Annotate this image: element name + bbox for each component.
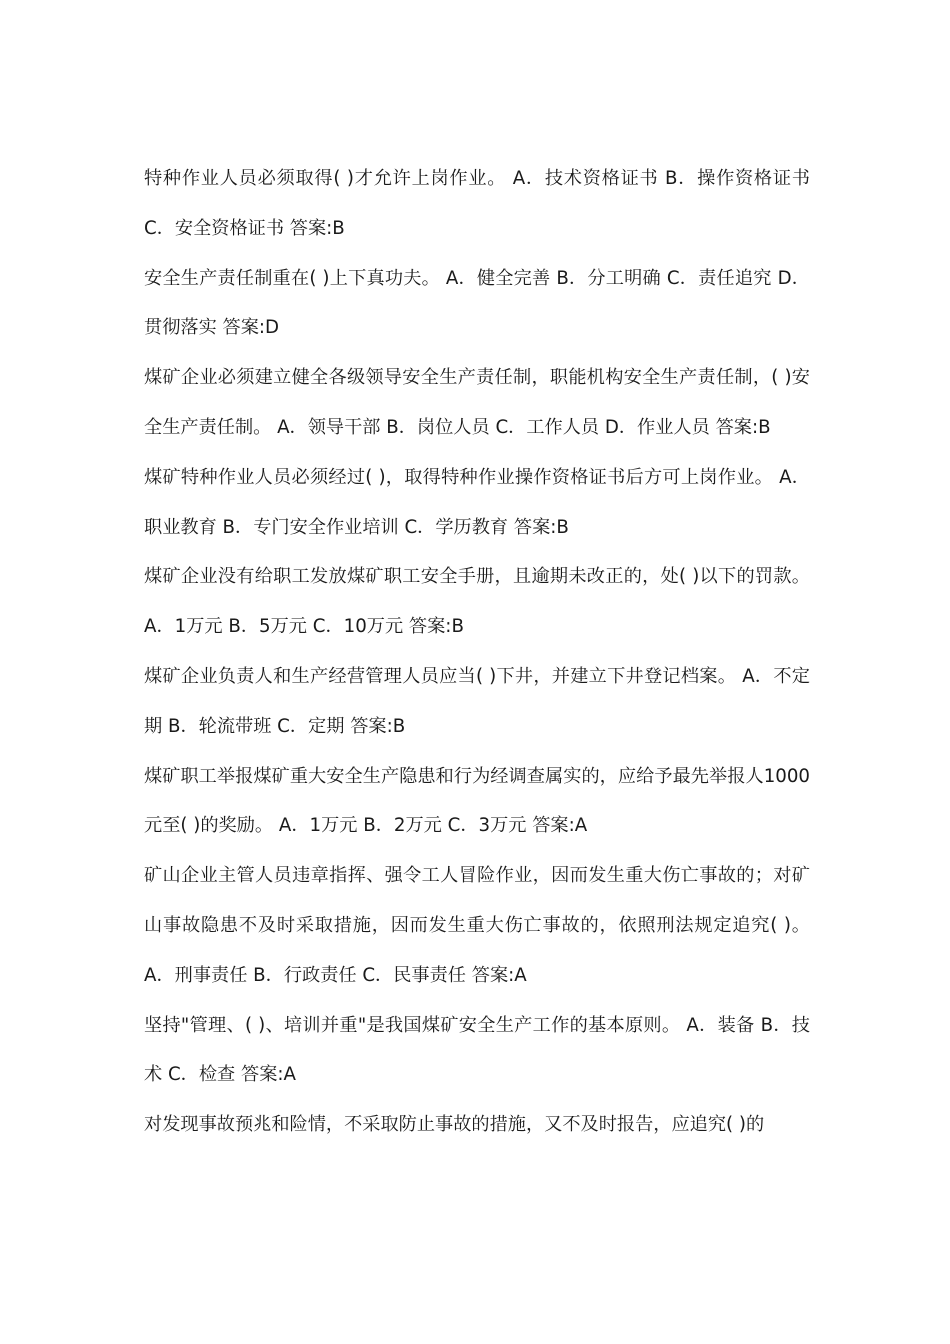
question-item: 煤矿企业负责人和生产经营管理人员应当( )下井，并建立下井登记档案。 A．不定期 B．轮流带班 C．定期 答案:B [144, 665, 810, 737]
question-item: 安全生产责任制重在( )上下真功夫。 A．健全完善 B．分工明确 C．责任追究 D．贯彻落实 答案:D [144, 267, 810, 339]
question-list [144, 154, 810, 1150]
question-item: 煤矿特种作业人员必须经过( )，取得特种作业操作资格证书后方可上岗作业。 A．职业教育 B．专门安全作业培训 C．学历教育 答案:B [144, 466, 810, 538]
question-item: 坚持"管理、( )、培训并重"是我国煤矿安全生产工作的基本原则。 A．装备 B．技术 C．检查 答案:A [144, 1014, 810, 1086]
question-item: 煤矿企业必须建立健全各级领导安全生产责任制，职能机构安全生产责任制，( )安全生产责任制。 A．领导干部 B．岗位人员 C．工作人员 D．作业人员 答案:B [144, 367, 810, 438]
question-item: 矿山企业主管人员违章指挥、强令工人冒险作业，因而发生重大伤亡事故的；对矿山事故隐患不及时采取措施，因而发生重大伤亡事故的，依照刑法规定追究( )。 A．刑事责任 B．行政责任 C．民事责任 答案:A [144, 865, 810, 986]
question-item: 煤矿企业没有给职工发放煤矿职工安全手册，且逾期未改正的，处( )以下的罚款。 A．1万元 B．5万元 C．10万元 答案:B [144, 566, 810, 638]
question-item: 特种作业人员必须取得( )才允许上岗作业。 A．技术资格证书 B．操作资格证书 C．安全资格证书 答案:B [144, 168, 810, 239]
question-item: 对发现事故预兆和险情，不采取防止事故的措施，又不及时报告，应追究( )的 [144, 1114, 765, 1136]
question-item: 煤矿职工举报煤矿重大安全生产隐患和行为经调查属实的，应给予最先举报人1000元至( )的奖励。 A．1万元 B．2万元 C．3万元 答案:A [144, 765, 810, 837]
